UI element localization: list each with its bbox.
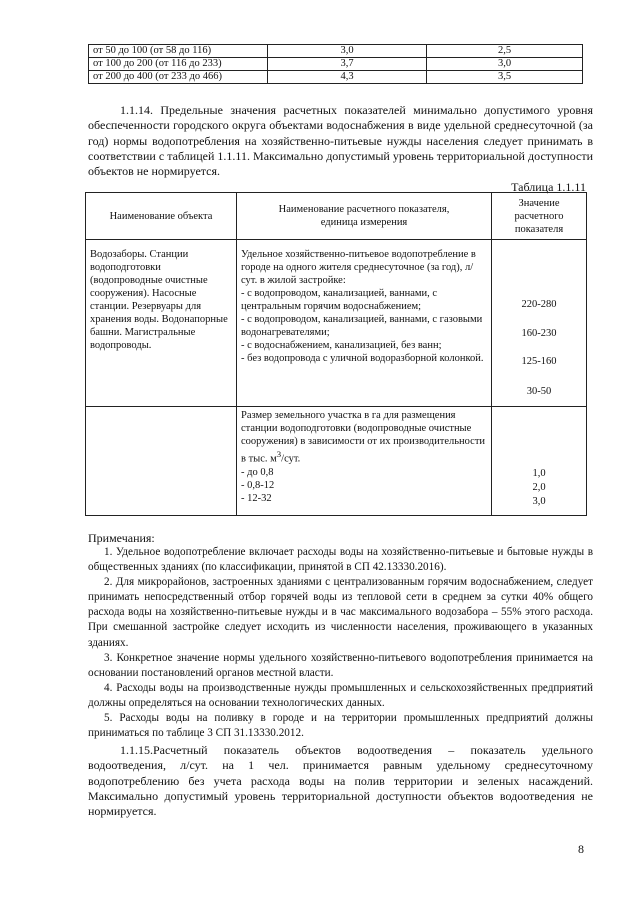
value: 1,0 xyxy=(532,468,546,479)
header-value-line: расчетного xyxy=(514,210,564,222)
indicator-item: - до 0,8 xyxy=(241,466,274,478)
value: 30-50 xyxy=(526,386,552,397)
value: 160-230 xyxy=(521,328,557,339)
table-cell: 3,5 xyxy=(427,71,583,84)
table-cell: от 200 до 400 (от 233 до 466) xyxy=(89,71,268,84)
value-cell xyxy=(492,240,587,407)
indicator-intro: Удельное хозяйственно-питьевое водопотребление в городе на одного жителя среднесуточное (за год), л/сут. в жилой застройке: xyxy=(241,249,476,286)
indicator-cell xyxy=(237,240,492,407)
note-item: 2. Для микрорайонов, застроенных зданиями с централизованным горячим водоснабжением, следует принимать непосредственный отбор горячей воды из тепловой сети в среднем за сутки 40% общего расхода воды на хозяйственно-питьевые нужды и в час максимального водозабора – 55% этого расхода. При смешанной застройке следует исходить из численности населения, проживающего в указанных зданиях. xyxy=(88,576,593,649)
table-header-row xyxy=(86,193,587,240)
value: 3,0 xyxy=(532,496,546,507)
note-item: 4. Расходы воды на производственные нужды промышленных и сельскохозяйственных предприятий должны определяться на основании технологических данных. xyxy=(88,681,593,709)
value: 2,0 xyxy=(532,482,546,493)
table-cell: 2,5 xyxy=(427,45,583,58)
indicator-cell xyxy=(237,407,492,516)
table-caption: Таблица 1.1.11 xyxy=(511,180,586,194)
indicator-intro-tail: /сут. xyxy=(281,453,301,465)
page-number: 8 xyxy=(578,842,584,856)
header-indicator-name xyxy=(237,193,492,240)
indicator-item: - без водопровода с уличной водоразборной колонкой. xyxy=(241,353,484,364)
header-indicator-line: Наименование расчетного показателя, xyxy=(278,204,450,215)
object-cell: Водозаборы. Станции водоподготовки (водопроводные очистные сооружения). Насосные станции. Резервуары для хранения воды. Водонапорные башни. Магистральные водопроводы. xyxy=(86,240,237,407)
superscript: 3 xyxy=(276,449,282,459)
paragraph-1-1-14: 1.1.14. Предельные значения расчетных показателей минимально допустимого уровня обеспеченности городского округа объектами водоснабжения в виде удельной среднесуточной (за год) нормы водопотребления на хозяйственно-питьевые нужды населения следует принимать в соответствии с таблицей 1.1.11. Максимально допустимый уровень территориальной доступности объектов не нормируется. xyxy=(88,103,593,179)
note-item: 5. Расходы воды на поливку в городе и на территории промышленных предприятий должны приниматься по таблице 3 СП 31.13330.2012. xyxy=(88,712,593,740)
table-row xyxy=(89,71,583,84)
paragraph-1-1-15: 1.1.15.Расчетный показатель объектов водоотведения – показатель удельного водоотведения, л/сут. на 1 чел. принимается равным удельному среднесуточному водопотреблению без учета расхода воды на полив территории и зеленых насаждений. Максимально допустимый уровень территориальной доступности объектов водоотведения не нормируется. xyxy=(88,743,593,819)
note-item: 3. Конкретное значение нормы удельного хозяйственно-питьевого водопотребления принимается на основании постановлений органов местной власти. xyxy=(88,651,593,679)
table-cell: 3,0 xyxy=(427,58,583,71)
indicator-intro-text: Размер земельного участка в га для размещения станции водоподготовки (водопроводные очистные сооружения) в зависимости от их производительности в тыс. м xyxy=(241,410,486,465)
notes-list xyxy=(88,545,593,741)
indicator-item: - с водопроводом, канализацией, ваннами, с центральным горячим водоснабжением; xyxy=(241,288,438,312)
table-cell: 4,3 xyxy=(268,71,427,84)
table-row xyxy=(89,45,583,58)
note-item: 1. Удельное водопотребление включает расходы воды на хозяйственно-питьевые и бытовые нужды в общественных зданиях (по классификации, принятой в СП 42.13330.2016). xyxy=(88,546,593,574)
table-cell: от 50 до 100 (от 58 до 116) xyxy=(89,45,268,58)
value: 125-160 xyxy=(521,356,557,367)
header-value-line: Значение xyxy=(518,197,560,209)
indicator-item: - 0,8-12 xyxy=(241,479,275,491)
value: 220-280 xyxy=(521,299,557,310)
indicator-item: - 12-32 xyxy=(241,492,272,504)
header-object-name: Наименование объекта xyxy=(86,193,237,240)
table-row xyxy=(89,58,583,71)
header-value xyxy=(492,193,587,240)
table-1-1-11 xyxy=(85,192,587,516)
table-cell: 3,7 xyxy=(268,58,427,71)
value-cell xyxy=(492,407,587,516)
indicator-item: - с водопроводом, канализацией, ваннами, с газовыми водонагревателями; xyxy=(241,314,483,338)
table-cell: от 100 до 200 (от 116 до 233) xyxy=(89,58,268,71)
header-value-line: показателя xyxy=(514,223,564,235)
continued-table xyxy=(88,44,583,84)
header-indicator-line: единица измерения xyxy=(320,217,408,228)
table-cell: 3,0 xyxy=(268,45,427,58)
indicator-intro xyxy=(241,409,487,466)
table-row xyxy=(86,240,587,407)
indicator-item: - с водоснабжением, канализацией, без ванн; xyxy=(241,340,442,351)
object-cell xyxy=(86,407,237,516)
table-row xyxy=(86,407,587,516)
notes-title: Примечания: xyxy=(88,531,155,545)
